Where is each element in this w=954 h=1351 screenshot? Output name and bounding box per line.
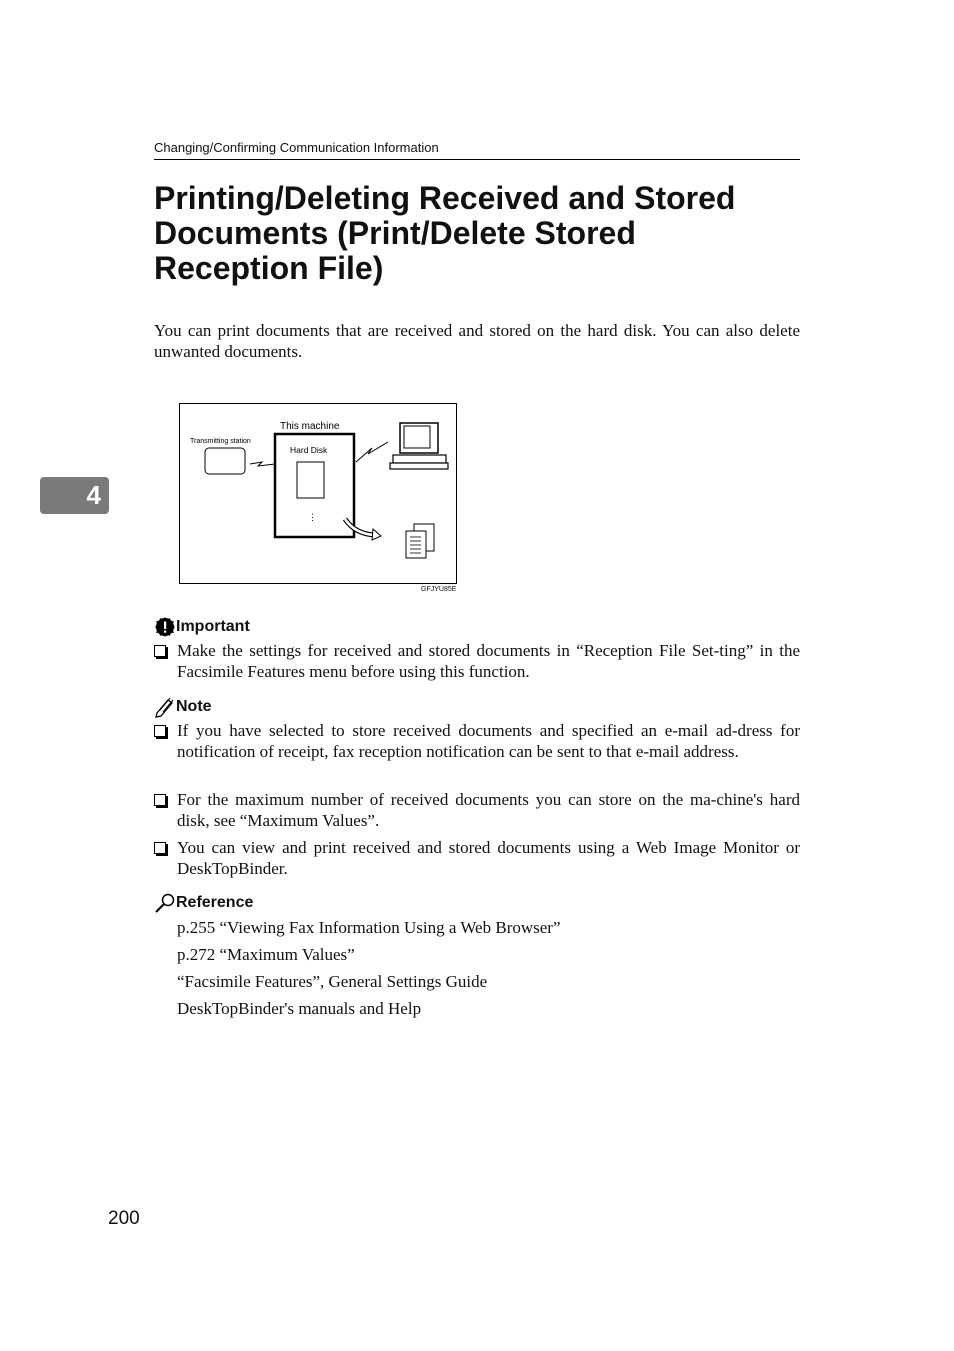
title-line: Reception File) <box>154 250 384 286</box>
figure-code: GFJYU85E <box>421 586 457 593</box>
important-item <box>154 641 800 682</box>
note-item-text: If you have selected to store received documents and specified an e-mail ad-dress for notification of receipt, fax reception notification can be sent to that e-mail address. <box>177 721 800 761</box>
important-icon <box>154 616 176 638</box>
figure-diagram <box>179 403 457 584</box>
document-icon <box>297 462 324 498</box>
magnifier-icon <box>154 892 176 914</box>
reference-label: Reference <box>176 894 254 911</box>
note-item <box>154 721 800 762</box>
important-heading <box>154 616 250 638</box>
note-item-text: You can view and print received and stored documents using a Web Image Monitor or DeskTopBinder. <box>177 838 800 878</box>
reference-item: “Facsimile Features”, General Settings Guide <box>177 972 488 991</box>
title-line: Documents (Print/Delete Stored <box>154 215 636 251</box>
signal-out-icon <box>356 442 388 462</box>
reference-heading <box>154 892 253 914</box>
note-heading <box>154 696 212 718</box>
page-title <box>154 181 800 286</box>
note-item-text: For the maximum number of received documents you can store on the ma-chine's hard disk, see “Maximum Values”. <box>177 790 800 830</box>
important-item-text: Make the settings for received and stored documents in “Reception File Set-ting” in the Facsimile Features menu before using this function. <box>177 641 800 681</box>
checkbox-bullet-icon <box>154 794 166 806</box>
checkbox-bullet-icon <box>154 725 166 737</box>
note-label: Note <box>176 698 212 715</box>
title-line: Printing/Deleting Received and Stored <box>154 180 736 216</box>
important-label: Important <box>176 618 250 635</box>
note-item <box>154 790 800 831</box>
ellipsis-icon: ⋮ <box>308 512 317 522</box>
note-item <box>154 838 800 879</box>
checkbox-bullet-icon <box>154 842 166 854</box>
running-header <box>154 139 800 160</box>
transmitting-station-label: Transmitting station <box>190 438 251 445</box>
running-title: Changing/Confirming Communication Information <box>154 140 439 155</box>
reference-item: DeskTopBinder's manuals and Help <box>177 999 422 1018</box>
machine-label: This machine <box>280 421 340 432</box>
transmitting-station-icon <box>205 448 245 474</box>
checkbox-bullet-icon <box>154 645 166 657</box>
chapter-tab: 4 <box>40 477 109 514</box>
signal-in-icon <box>250 462 275 466</box>
pencil-icon <box>154 696 176 718</box>
reference-link[interactable]: p.272 “Maximum Values” <box>177 945 355 964</box>
hard-disk-label: Hard Disk <box>290 445 328 455</box>
diagram-svg <box>180 404 458 585</box>
reference-link[interactable]: p.255 “Viewing Fax Information Using a Web Browser” <box>177 918 561 937</box>
page-number: 200 <box>108 1208 140 1229</box>
intro-paragraph: You can print documents that are received and stored on the hard disk. You can also delete unwanted documents. <box>154 321 800 361</box>
